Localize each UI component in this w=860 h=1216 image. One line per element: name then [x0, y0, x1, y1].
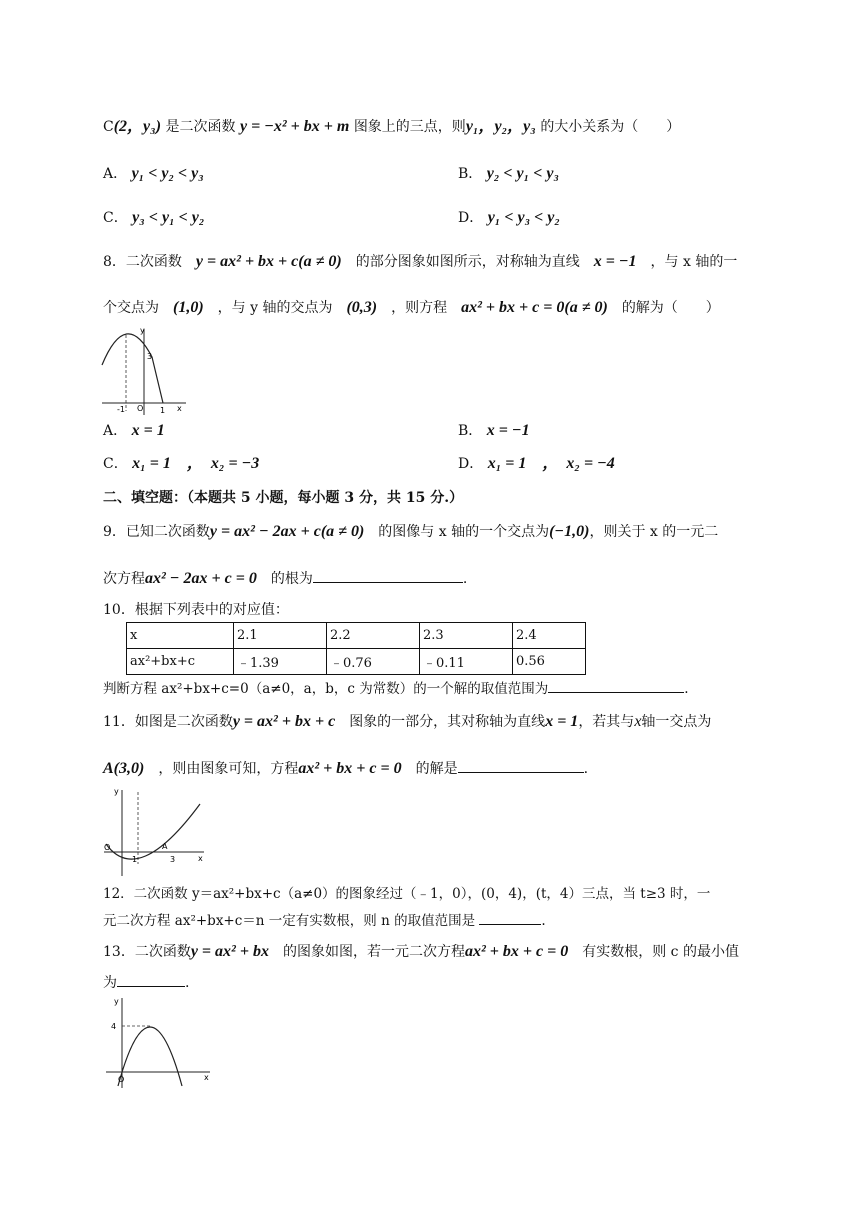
q9-text-3: 次方程: [103, 571, 145, 587]
q12-answer-blank[interactable]: [479, 910, 541, 925]
point-a-label: A: [162, 842, 168, 851]
table-cell: ﹣0.76: [327, 649, 420, 675]
x-axis-label: x: [177, 404, 182, 413]
q9-text-4: 的根为: [270, 571, 313, 587]
q10-question: [103, 678, 689, 699]
q13-end: .: [185, 975, 190, 991]
q9-expression: y = ax² − 2ax + c(a ≠ 0): [209, 523, 365, 540]
q9-point: (−1,0): [549, 523, 590, 540]
q8-point-1: (1,0): [173, 299, 204, 316]
q10-end: .: [684, 681, 689, 697]
q9-stem-line-1: [103, 522, 718, 542]
option-text: y₂ < y₁ < y₃: [486, 165, 560, 182]
q13-graph: [102, 994, 218, 1090]
q12-line-2: [103, 910, 546, 931]
q7-text-3: 的大小关系为（ ）: [540, 119, 681, 135]
q11-text-1: 图象的一部分，其对称轴为直线: [349, 714, 546, 730]
q8-number: 8．二次函数: [103, 254, 182, 270]
q11-text-5: 的解是: [415, 761, 458, 777]
q11-point: A(3,0): [103, 760, 145, 777]
option-label: B．: [458, 166, 483, 182]
option-text: x = 1: [131, 422, 165, 439]
x-axis-label: x: [204, 1073, 209, 1082]
q13-stem-line-2: [103, 972, 189, 993]
table-cell: 0.56: [513, 649, 586, 675]
q7-expression: y = −x² + bx + m: [239, 118, 350, 135]
q7-lead: C: [103, 119, 114, 135]
q13-expression: y = ax² + bx: [190, 943, 269, 960]
table-cell: ax²+bx+c: [127, 649, 234, 675]
parabola-curve: [106, 804, 200, 859]
q10-answer-blank[interactable]: [548, 678, 684, 693]
q7-variables: y₁，y₂，y₃: [465, 118, 536, 135]
y-axis-label: y: [114, 997, 119, 1006]
q8-text-5: ，则方程: [391, 300, 448, 316]
q7-option-b[interactable]: [458, 164, 559, 184]
q8-text-4: ，与 y 轴的交点为: [217, 300, 333, 316]
q8-text-1: 的部分图象如图所示，对称轴为直线: [355, 254, 580, 270]
tick-1: 1: [132, 855, 138, 864]
q8-axis: x = −1: [593, 253, 637, 270]
q9-text-1: 的图像与 x 轴的一个交点为: [378, 524, 550, 540]
q12-text: 元二次方程 ax²+bx+c＝n 一定有实数根，则 n 的取值范围是: [103, 913, 476, 929]
section-heading: 二、填空题：（本题共 5 小题，每小题 3 分，共 15 分.）: [103, 490, 464, 506]
option-text: y₁ < y₃ < y₂: [487, 209, 560, 226]
y-axis-label: y: [114, 787, 119, 796]
q11-text-4: ，则由图象可知，方程: [158, 761, 299, 777]
x-axis-label: x: [198, 854, 203, 863]
q13-number: 13．二次函数: [103, 944, 191, 960]
q7-point: (2，y₃): [113, 118, 162, 135]
origin-label: O: [137, 404, 144, 413]
q7-option-a[interactable]: [103, 164, 204, 184]
q11-stem-line-2: [103, 758, 588, 779]
q7-text-2: 图象上的三点，则: [353, 119, 466, 135]
q8-text-6: 的解为（ ）: [621, 300, 720, 316]
q11-x-variable: x: [634, 713, 642, 730]
table-cell: ﹣0.11: [420, 649, 513, 675]
tick-3: 3: [170, 855, 176, 864]
option-text: x₁ = 1 ， x₂ = −3: [132, 455, 260, 472]
option-label: A．: [103, 423, 128, 439]
q11-axis: x = 1: [545, 713, 579, 730]
y-axis-label: y: [140, 326, 145, 335]
q10-table: [126, 622, 586, 675]
tick-minus-1: -1: [117, 405, 125, 414]
table-cell: 2.3: [420, 623, 513, 649]
q8-point-2: (0,3): [346, 299, 378, 316]
option-label: C．: [103, 456, 128, 472]
option-label: B．: [458, 423, 483, 439]
parabola-curve: [118, 1027, 182, 1086]
table-row: [127, 649, 586, 675]
option-label: C．: [103, 210, 128, 226]
q8-graph: [100, 325, 192, 417]
table-row: [127, 623, 586, 649]
q8-option-b[interactable]: [458, 421, 530, 441]
q13-text-3: 为: [103, 975, 117, 991]
q8-equation: ax² + bx + c = 0(a ≠ 0): [461, 299, 608, 316]
q10-text: 判断方程 ax²+bx+c=0（a≠0，a，b，c 为常数）的一个解的取值范围为: [103, 681, 549, 697]
tick-3: 3: [147, 352, 153, 361]
q11-equation: ax² + bx + c = 0: [298, 760, 402, 777]
q11-end: .: [583, 761, 589, 777]
q8-option-d[interactable]: [458, 454, 615, 474]
q13-text-2: 有实数根，则 c 的最小值: [582, 944, 739, 960]
origin-label: O: [118, 1075, 125, 1084]
tick-4: 4: [111, 1022, 117, 1031]
q13-answer-blank[interactable]: [117, 972, 185, 987]
q8-option-a[interactable]: [103, 421, 165, 441]
q11-text-2: ，若其与: [578, 714, 635, 730]
table-cell: x: [127, 623, 234, 649]
q9-stem-line-2: [103, 568, 467, 589]
origin-label: O: [104, 843, 111, 852]
q7-option-d[interactable]: [458, 208, 560, 228]
parabola-curve: [102, 334, 163, 403]
q12-end: .: [541, 913, 546, 929]
option-label: A．: [103, 166, 128, 182]
q13-text-1: 的图象如图，若一元二次方程: [282, 944, 465, 960]
q12-line-1: 12．二次函数 y＝ax²+bx+c（a≠0）的图象经过（﹣1，0），(0，4)，(t，4）三点，当 t≥3 时，一: [103, 886, 711, 902]
q8-option-c[interactable]: [103, 454, 259, 474]
q9-text-2: ，则关于 x 的一元二: [589, 524, 719, 540]
q9-answer-blank[interactable]: [313, 568, 463, 583]
tick-1: 1: [160, 406, 166, 415]
option-label: D．: [458, 456, 484, 472]
q11-number: 11．如图是二次函数: [103, 714, 233, 730]
q11-answer-blank[interactable]: [458, 758, 584, 773]
q7-text-1: 是二次函数: [165, 119, 236, 135]
q11-graph: [100, 786, 210, 878]
q8-stem-line-1: [103, 252, 737, 272]
q8-text-2: ，与 x 轴的一: [650, 254, 738, 270]
table-cell: 2.4: [513, 623, 586, 649]
q8-expression: y = ax² + bx + c(a ≠ 0): [195, 253, 342, 270]
option-text: x = −1: [486, 422, 530, 439]
q13-equation: ax² + bx + c = 0: [464, 943, 569, 960]
q9-end: .: [462, 571, 468, 587]
table-cell: 2.1: [234, 623, 327, 649]
q8-text-3: 个交点为: [103, 300, 159, 316]
option-text: x₁ = 1 ， x₂ = −4: [487, 455, 615, 472]
q11-text-3: 轴一交点为: [641, 714, 712, 730]
q11-stem-line-1: [103, 712, 711, 732]
table-cell: 2.2: [327, 623, 420, 649]
q13-stem-line-1: [103, 942, 739, 962]
q9-equation: ax² − 2ax + c = 0: [145, 570, 257, 587]
q10-title: 10．根据下列表中的对应值：: [103, 602, 289, 618]
option-text: y₁ < y₂ < y₃: [131, 165, 204, 182]
q7-stem: [103, 117, 680, 137]
table-cell: ﹣1.39: [234, 649, 327, 675]
option-text: y₃ < y₁ < y₂: [132, 209, 205, 226]
q11-expression: y = ax² + bx + c: [232, 713, 336, 730]
option-label: D．: [458, 210, 484, 226]
q9-number: 9．已知二次函数: [103, 524, 210, 540]
q8-stem-line-2: [103, 298, 720, 318]
q7-option-c[interactable]: [103, 208, 204, 228]
